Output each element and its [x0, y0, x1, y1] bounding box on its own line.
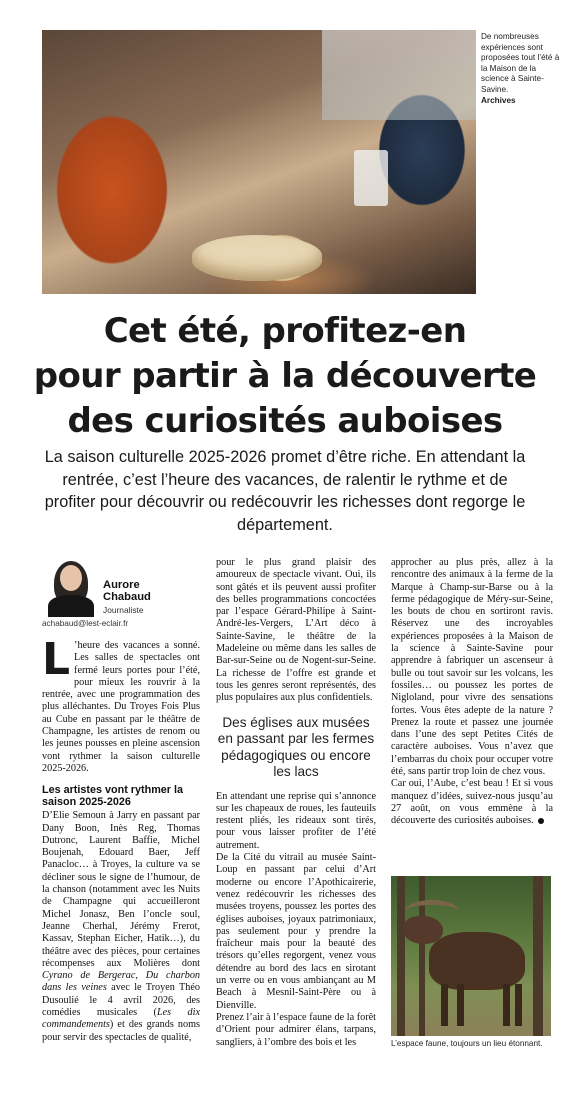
headline-line-3: des curiosités auboises	[67, 401, 503, 441]
article-paragraph-2: D’Elie Semoun à Jarry en passant par Dany Boon, Inès Reg, Thomas Dutronc, Laurent Baffie, Michel Boujenah, Edouard Baer, Jeff Panacloc… à Troyes, la culture va se décliner sous le signe de l’humour, de la chanson (notamment avec les Nuits de Champagne qui accueilleront Michel Jonasz, Ben l’oncle soul, Jeanne Cherhal, Jérémy Frerot, Kassav, Stephan Eicher, Hatik…), du théâtre avec des pièces, pour certaines récompenses aux Molières dont Cyrano de Bergerac, Du charbon dans les veines avec le Troyen Théo Dusoulié le 4 avril 2026, des comédies musicales (Les dix commandements) et des grands noms pour servir des spectacles de qualité,	[42, 810, 201, 1043]
main-photo	[42, 30, 476, 294]
photo-caption-credit: Archives	[481, 95, 516, 105]
photo-cup	[354, 150, 388, 206]
author-first-name: Aurore	[103, 579, 140, 591]
article-intro-text: ’heure des vacances a sonné. Les salles de spectacles ont fermé leurs portes pour l’été, pour mieux les rouvrir à la rentrée, avec une programmation des plus alléchantes. Du Troyes Fois Plus au Cube en passant par le théâtre de Champagne, les artistes de renom ou les jeunes pousses en pleine ascension vont rythmer la saison culturelle 2025-2026.	[42, 640, 200, 774]
author-role: Journaliste	[103, 605, 144, 615]
headline-line-1: Cet été, profitez-en	[103, 311, 467, 351]
article-paragraph-3: En attendant une reprise qui s’annonce sur les chapeaux de roues, les fauteuils restent pliés, les rideaux sont tirés, pour vous laisser profiter de l’été autrement.	[216, 790, 376, 851]
article-paragraph-2-continued: pour le plus grand plaisir des amoureux de spectacle vivant. Oui, ils sont gâtés et ils peuvent aussi profiter des belles programmations concoctées par l’espace Gérard-Philipe à Saint-André-les-Vergers, L’Art déco à Sainte-Savine, le théâtre de la Madeleine ou même dans les salles de Bar-sur-Seine ou de Nogent-sur-Seine. La richesse de l’offre est grande et tous les genres seront représentés, des plus populaires aux plus confidentiels.	[216, 557, 376, 704]
article-paragraph-4: De la Cité du vitrail au musée Saint-Loup en passant par celui d’Art moderne ou encore l’Apothicairerie, venez redécouvrir les richesses des musées troyens, poussez les portes des églises auboises, joyaux patrimoniaux, pas seulement pour y prendre la fraîcheur mais pour la beauté des trésors qu’elles regorgent, venez vous détendre au bord des lacs en sirotant un verre ou en vous ambiançant au M Beach à Mesnil-Saint-Père ou à Dienville.	[216, 852, 376, 1011]
photo-caption	[481, 32, 563, 106]
subhead-artists: Les artistes vont rythmer la saison 2025-2026	[42, 784, 184, 808]
photo-caption-text: De nombreuses expériences sont proposées tout l’été à la Maison de la science à Sainte-Savine.	[481, 32, 560, 94]
article-intro	[42, 634, 200, 775]
article-column-3	[391, 557, 553, 828]
lede: La saison culturelle 2025-2026 promet d’être riche. En attendant la rentrée, c’est l’heure des vacances, de ralentir le rythme et de profiter pour découvrir ou redécouvrir les richesses dont regorge le département.	[44, 448, 526, 534]
author-last-name: Chabaud	[103, 591, 151, 603]
author-email[interactable]: achabaud@lest-eclair.fr	[42, 619, 129, 628]
article-paragraph-5-continued: approcher au plus près, allez à la rencontre des animaux à la ferme de la Marque à Champ-sur-Barse ou à la ferme pédagogique de Méry-sur-Seine, les bouts de chou en sortiront ravis. Réservez une des incroyables expériences proposées à la Maison de la science à Sainte-Savine pour apprendre à fabriquer un ascenseur à bulle ou tout savoir sur les volcans, les fossiles… ou poussez les portes de Nigloland, pour vivre des sensations fortes. Vous êtes adepte de la nature ? Prenez la route et passez une journée dans l’une des sept Petites Cités de caractère auboises. Vous n’avez que l’embarras du choix pour occuper votre été, sans partir trop loin de chez vous.	[391, 557, 553, 778]
moose-caption: L’espace faune, toujours un lieu étonnant.	[391, 1039, 543, 1048]
dropcap: L	[42, 634, 71, 685]
article-column-2	[216, 557, 376, 1049]
subhead-churches: Des églises aux musées en passant par les fermes pédagogiques ou encore les lacs	[217, 714, 375, 780]
article-paragraph-6: Car oui, l’Aube, c’est beau ! Et si vous manquez d’idées, suivez-nous jusqu’au 27 août, on vous emmène à la découverte des curiosités auboises.	[391, 778, 553, 827]
article-paragraph-5: Prenez l’air à l’espace faune de la forêt d’Orient pour admirer élans, tarpans, sangliers, à l’ombre des bois et les	[216, 1011, 376, 1048]
moose-photo	[391, 876, 551, 1036]
author-name	[103, 579, 151, 603]
headline	[0, 309, 570, 444]
photo-bowl	[192, 235, 322, 281]
photo-window	[322, 30, 476, 120]
headline-line-2: pour partir à la découverte	[33, 356, 537, 396]
end-mark-icon	[538, 818, 544, 824]
author-avatar	[44, 559, 98, 617]
article-column-1	[42, 634, 201, 1044]
